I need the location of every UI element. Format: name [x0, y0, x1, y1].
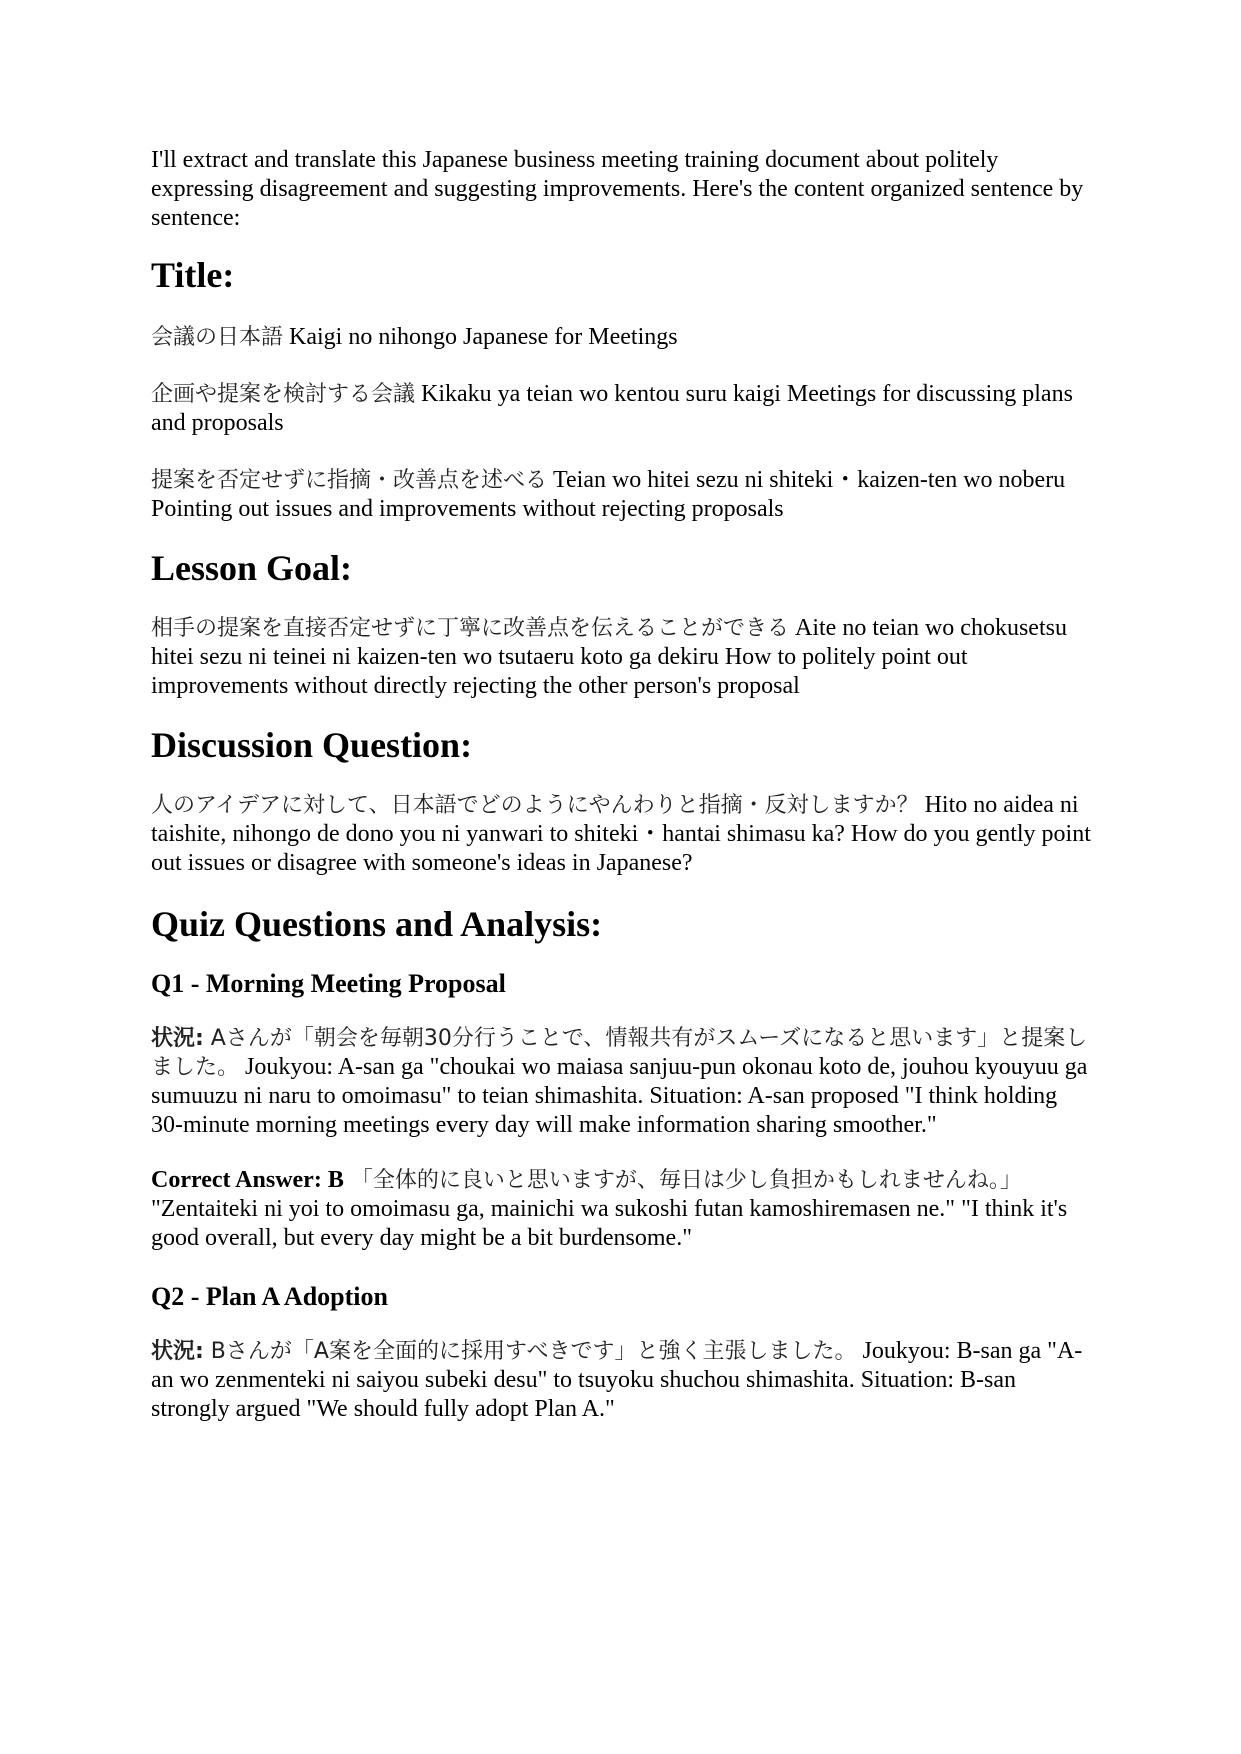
title-line-2-japanese: 企画や提案を検討する会議 [151, 382, 416, 407]
q1-situation-paragraph [151, 1024, 1091, 1140]
q2-heading: Q2 - Plan A Adoption [151, 1282, 388, 1311]
lesson-goal-japanese: 相手の提案を直接否定せずに丁寧に改善点を伝えることができる [151, 616, 790, 641]
title-line-3-japanese: 提案を否定せずに指摘・改善点を述べる [151, 468, 548, 493]
document-page [151, 146, 1091, 1424]
title-line-1-translation: Kaigi no nihongo Japanese for Meetings [283, 324, 678, 350]
discussion-paragraph [151, 791, 1091, 878]
discussion-heading: Discussion Question: [151, 725, 473, 765]
title-line-2-translation: Kikaku ya teian wo kentou suru kaigi Meetings for discussing plans and proposals [151, 381, 1073, 436]
title-line-3-translation: Teian wo hitei sezu ni shiteki・kaizen-ten wo noberu Pointing out issues and improvements without rejecting proposals [151, 467, 1066, 522]
title-line-1-japanese: 会議の日本語 [151, 325, 284, 350]
title-heading: Title: [151, 255, 235, 295]
quiz-heading: Quiz Questions and Analysis: [151, 904, 603, 944]
title-line-1 [151, 323, 1091, 352]
title-line-2 [151, 380, 1091, 438]
q2-situation-translation: Joukyou: B-san ga "A-an wo zenmenteki ni saiyou subeki desu" to tsuyoku shuchou shimashita. Situation: B-san strongly argued "We should fully adopt Plan A." [151, 1338, 1083, 1422]
title-line-3 [151, 466, 1091, 524]
q1-situation-japanese: Aさんが「朝会を毎朝30分行うことで、情報共有がスムーズになると思います」と提案しました。 [151, 1026, 1088, 1080]
lesson-goal-translation: Aite no teian wo chokusetsu hitei sezu ni teinei ni kaizen-ten wo tsutaeru koto ga dekiru How to politely point out improvements without directly rejecting the other person's proposal [151, 615, 1067, 699]
discussion-japanese: 人のアイデアに対して、日本語でどのようにやんわりと指摘・反対しますか？ [151, 793, 919, 818]
q1-heading: Q1 - Morning Meeting Proposal [151, 969, 506, 998]
q1-answer-japanese: 「全体的に良いと思いますが、毎日は少し負担かもしれませんね。」 [343, 1168, 1022, 1193]
q1-answer-translation: "Zentaiteki ni yoi to omoimasu ga, mainichi wa sukoshi futan kamoshiremasen ne." "I think it's good overall, but every day might be a bit burdensome." [151, 1196, 1068, 1251]
q2-situation-paragraph [151, 1337, 1091, 1424]
q1-answer-label: Correct Answer: B [151, 1167, 344, 1193]
q1-situation-translation: Joukyou: A-san ga "choukai wo maiasa sanjuu-pun okonau koto de, jouhou kyouyuu ga sumuuzu ni naru to omoimasu" to teian shimashita. Situation: A-san proposed "I think holding 30-minute morning meetings every day will make information sharing smoother." [151, 1054, 1088, 1138]
q1-answer-paragraph [151, 1166, 1091, 1253]
lesson-goal-paragraph [151, 614, 1091, 701]
q2-situation-label: 状況: [151, 1339, 204, 1364]
q2-situation-japanese: Bさんが「A案を全面的に採用すべきです」と強く主張しました。 [203, 1339, 857, 1364]
intro-paragraph: I'll extract and translate this Japanese business meeting training document about politely expressing disagreement and suggesting improvements. Here's the content organized sentence by sentence: [151, 147, 1084, 231]
discussion-translation: Hito no aidea ni taishite, nihongo de dono you ni yanwari to shiteki・hantai shimasu ka? How do you gently point out issues or disagree with someone's ideas in Japanese? [151, 792, 1091, 876]
lesson-goal-heading: Lesson Goal: [151, 548, 353, 588]
q1-situation-label: 状況: [151, 1026, 204, 1051]
